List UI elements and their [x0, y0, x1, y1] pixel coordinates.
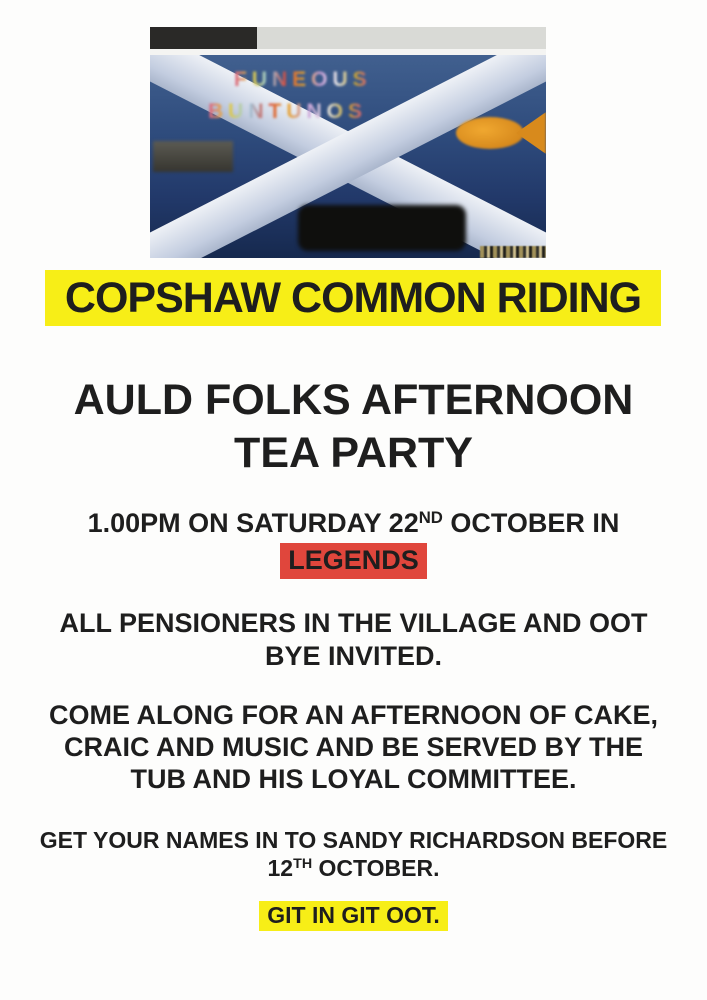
deadline-day: 12 — [267, 855, 294, 881]
date-ordinal-superscript: ND — [418, 507, 443, 527]
footer-slogan — [0, 901, 707, 931]
schedule-text-post: OCTOBER IN — [442, 508, 620, 538]
deadline-month: OCTOBER. — [312, 855, 440, 881]
names-in-paragraph — [0, 826, 707, 882]
title-line2: TEA PARTY — [234, 429, 473, 477]
schedule-text-pre: 1.00PM ON SATURDAY 22 — [87, 508, 419, 538]
heading-text: COPSHAW COMMON RIDING — [64, 274, 642, 322]
heading-highlight — [45, 270, 661, 326]
photo-dark-bar — [150, 27, 257, 49]
pensioners-line2: BYE INVITED. — [264, 641, 443, 671]
dark-object-left — [153, 141, 233, 172]
pensioners-invite — [0, 607, 707, 673]
come-along-line3: TUB AND HIS LOYAL COMMITTEE. — [130, 764, 577, 794]
deadline-ordinal-superscript: TH — [293, 856, 313, 873]
schedule-block — [0, 506, 707, 579]
venue-highlight: LEGENDS — [280, 543, 427, 579]
come-along-line2: CRAIC AND MUSIC AND BE SERVED BY THE — [63, 732, 644, 762]
pensioners-line1: ALL PENSIONERS IN THE VILLAGE AND OOT — [59, 608, 648, 638]
names-line2 — [0, 854, 707, 882]
saltire-flag — [150, 55, 546, 258]
bunting-letters-row1: FUNEOUS — [234, 68, 372, 91]
dark-object-bottom — [298, 205, 466, 251]
come-along-paragraph — [0, 699, 707, 795]
come-along-line1: COME ALONG FOR AN AFTERNOON OF CAKE, — [49, 700, 658, 730]
goldfish-icon — [456, 117, 524, 149]
footer-highlight: GIT IN GIT OOT. — [259, 901, 448, 931]
event-title — [0, 374, 707, 480]
venue-line — [0, 542, 707, 579]
bunting-letters-row2: BUNTUNOS — [208, 100, 367, 123]
names-line1: GET YOUR NAMES IN TO SANDY RICHARDSON BEFORE — [39, 827, 668, 853]
shelf-items-strip — [480, 246, 546, 258]
goldfish-tail — [516, 112, 546, 154]
schedule-line — [0, 506, 707, 540]
flag-photo — [150, 27, 546, 258]
title-line1: AULD FOLKS AFTERNOON — [73, 376, 634, 424]
